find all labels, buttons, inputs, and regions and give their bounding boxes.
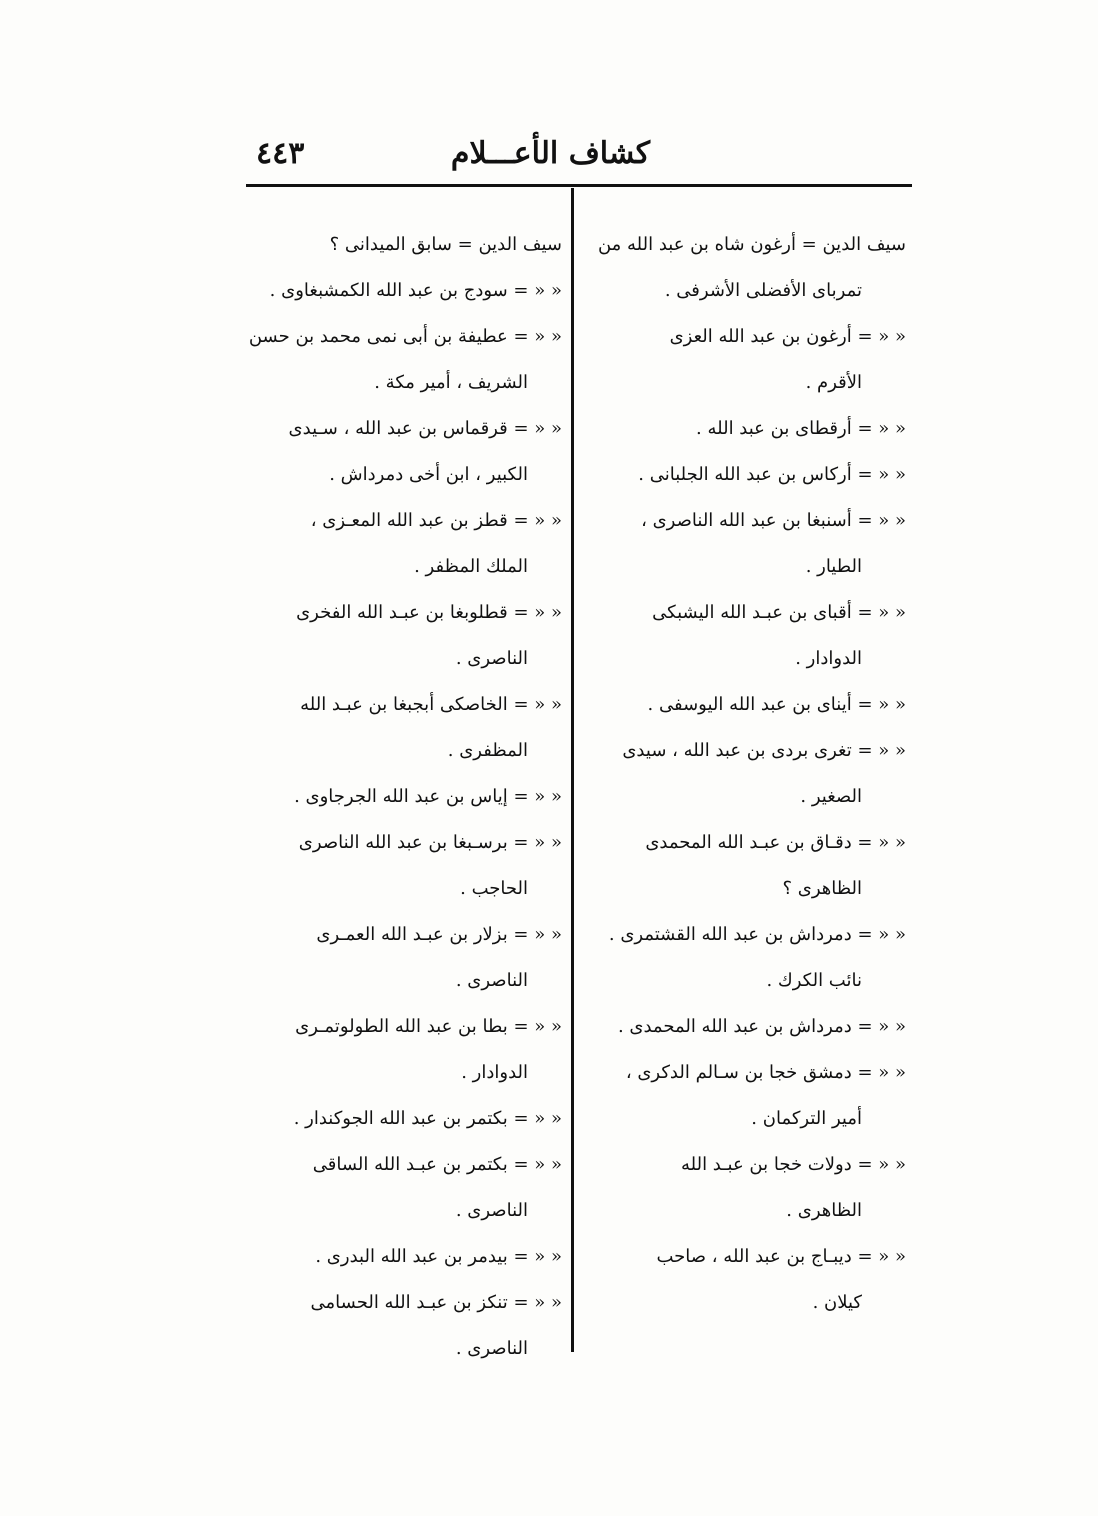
entry-continuation: الظاهرى . <box>786 1200 862 1221</box>
entry-text: « « = سودج بن عبد الله الكمشبغاوى . <box>269 280 562 301</box>
entry-text: « « = تنكز بن عبـد الله الحسامى <box>310 1292 562 1313</box>
index-entry <box>244 1142 562 1234</box>
entry-text: « « = قرقماس بن عبد الله ، سـيدى <box>288 418 562 439</box>
left-column <box>244 222 562 1372</box>
entry-text: « « = دولات خجا بن عبـد الله <box>680 1154 906 1175</box>
entry-text: « « = أيناى بن عبد الله اليوسفى . <box>647 694 906 715</box>
entry-text: « « = أقباى بن عبـد الله اليشبكى <box>652 602 906 623</box>
entry-continuation: الدوادار . <box>461 1062 528 1083</box>
entry-continuation: أمير التركمان . <box>751 1108 862 1129</box>
header-rule <box>246 184 912 187</box>
entry-text: « « = دقـاق بن عبـد الله المحمدى <box>645 832 906 853</box>
entry-continuation: الناصرى . <box>455 970 528 991</box>
entry-text: « « = بطا بن عبد الله الطولوتمـرى <box>295 1016 562 1037</box>
entry-text: « « = ديبـاج بن عبد الله ، صاحب <box>656 1246 906 1267</box>
entry-continuation: كيلان . <box>812 1292 862 1313</box>
entry-continuation: الشريف ، أمير مكة . <box>374 372 528 393</box>
index-entry <box>244 406 562 498</box>
index-entry <box>244 1234 562 1280</box>
index-entry <box>596 406 906 452</box>
entry-text: « « = الخاصكى أبجبغا بن عبـد الله <box>300 694 562 715</box>
index-entry <box>244 820 562 912</box>
entry-text: « « = أركاس بن عبد الله الجلبانى . <box>638 464 906 485</box>
entry-text: « « = بكتمر بن عبـد الله الساقى <box>312 1154 562 1175</box>
index-entry <box>596 682 906 728</box>
entry-text: سيف الدين = أرغون شاه بن عبد الله من <box>597 234 906 255</box>
page-number: ٤٤٣ <box>256 136 305 171</box>
index-entry <box>596 1050 906 1142</box>
entry-continuation: تمرباى الأفضلى الأشرفى . <box>664 280 862 301</box>
column-divider <box>571 188 574 1352</box>
index-entry <box>596 912 906 1004</box>
entry-continuation: الناصرى . <box>455 1200 528 1221</box>
index-entry <box>244 268 562 314</box>
entry-continuation: المظفرى . <box>447 740 528 761</box>
entry-continuation: الطيار . <box>805 556 862 577</box>
index-entry <box>244 314 562 406</box>
entry-continuation: الأقرم . <box>805 372 862 393</box>
index-entry <box>244 774 562 820</box>
entry-text: « « = أرغون بن عبد الله العزى <box>669 326 906 347</box>
index-entry <box>596 1004 906 1050</box>
entry-continuation: الظاهرى ؟ <box>782 878 862 899</box>
entry-text: « « = بيدمر بن عبد الله البدرى . <box>315 1246 562 1267</box>
index-entry <box>596 1234 906 1326</box>
index-entry <box>244 1004 562 1096</box>
entry-text: « « = أرقطاى بن عبد الله . <box>696 418 906 439</box>
right-column <box>596 222 906 1326</box>
index-entry <box>244 1280 562 1372</box>
entry-text: « « = دمرداش بن عبد الله المحمدى . <box>617 1016 906 1037</box>
index-entry <box>596 1142 906 1234</box>
entry-text: « « = برسـبغا بن عبد الله الناصرى <box>298 832 562 853</box>
index-entry <box>244 590 562 682</box>
index-entry <box>244 1096 562 1142</box>
entry-continuation: الناصرى . <box>455 648 528 669</box>
entry-continuation: الدوادار . <box>795 648 862 669</box>
entry-text: « « = بزلار بن عبـد الله العمـرى <box>316 924 562 945</box>
entry-continuation: الملك المظفر . <box>414 556 528 577</box>
index-entry <box>596 314 906 406</box>
index-entry <box>596 590 906 682</box>
index-entry <box>244 682 562 774</box>
index-entry <box>244 222 562 268</box>
entry-text: « « = بكتمر بن عبد الله الجوكندار . <box>293 1108 562 1129</box>
entry-continuation: الصغير . <box>800 786 862 807</box>
page-title: كشاف الأعـــلام <box>450 136 650 171</box>
entry-text: سيف الدين = سابق الميدانى ؟ <box>329 234 562 255</box>
entry-text: « « = إياس بن عبد الله الجرجاوى . <box>294 786 562 807</box>
entry-continuation: الكبير ، ابن أخى دمرداش . <box>329 464 528 485</box>
page-header <box>248 130 912 186</box>
entry-text: « « = عطيفة بن أبى نمى محمد بن حسن <box>248 326 562 347</box>
entry-text: « « = أسنبغا بن عبد الله الناصرى ، <box>641 510 906 531</box>
entry-continuation: الحاجب . <box>460 878 528 899</box>
index-entry <box>596 728 906 820</box>
index-entry <box>596 820 906 912</box>
entry-text: « « = قطلوبغا بن عبـد الله الفخرى <box>296 602 562 623</box>
index-entry <box>244 912 562 1004</box>
index-entry <box>244 498 562 590</box>
index-entry <box>596 498 906 590</box>
index-entry <box>596 222 906 314</box>
entry-text: « « = قطز بن عبد الله المعـزى ، <box>310 510 562 531</box>
entry-continuation: الناصرى . <box>455 1338 528 1359</box>
index-entry <box>596 452 906 498</box>
entry-text: « « = دمشق خجا بن سـالم الدكرى ، <box>625 1062 906 1083</box>
entry-text: « « = تغرى بردى بن عبد الله ، سيدى <box>622 740 906 761</box>
entry-continuation: نائب الكرك . <box>766 970 862 991</box>
entry-text: « « = دمرداش بن عبد الله القشتمرى . <box>608 924 906 945</box>
